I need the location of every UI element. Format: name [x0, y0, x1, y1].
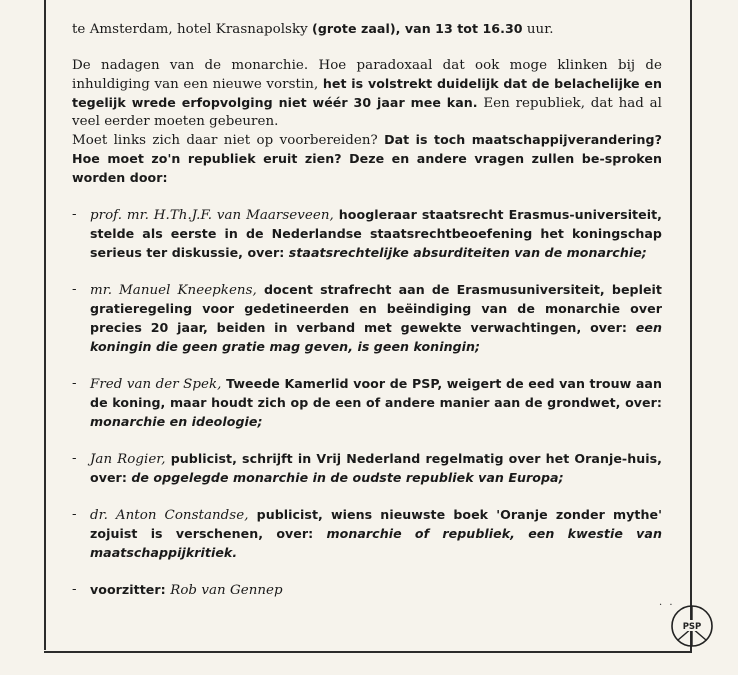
venue-line [72, 20, 662, 39]
speaker-description: docent strafrecht aan de Erasmusuniversiteit, bepleit gratieregeling voor gedetineerden en beëindiging van de monarchie over precies 20 jaar, beiden in verband met gewekte verwachtingen, over: [90, 282, 662, 335]
speaker-topic: een koningin die geen gratie mag geven, is geen koningin; [90, 320, 662, 354]
frame-left-border [44, 0, 46, 650]
speaker-topic: monarchie en ideologie; [90, 414, 263, 429]
speaker-item [72, 375, 662, 432]
venue-suffix: uur. [522, 22, 554, 37]
psp-logo-graphic [668, 602, 716, 650]
speaker-name: mr. Manuel Kneepkens, [90, 283, 257, 298]
psp-peace-logo-icon [668, 602, 716, 650]
speaker-name: Jan Rogier, [90, 452, 166, 467]
speaker-description: hoogleraar staatsrecht Erasmus-universiteit, stelde als eerste in de Nederlandse staatsrechtbeoefening het koningschap serieus ter diskussie, over: [90, 207, 662, 260]
intro-sentence-2: het is volstrekt duidelijk dat de belachelijke en tegelijk wrede erfopvolging niet wéér 30 jaar mee kan. [72, 76, 662, 110]
list-dash: - [72, 451, 77, 466]
venue-place: te Amsterdam, hotel Krasnapolsky [72, 22, 313, 37]
speaker-name: Fred van der Spek, [90, 377, 222, 392]
speaker-name: dr. Anton Constandse, [90, 508, 249, 523]
intro-sentence-4: Moet links zich daar niet op voorbereiden? [72, 133, 385, 148]
speaker-item [72, 450, 662, 488]
announcement-text [72, 20, 662, 600]
speaker-description: publicist, schrijft in Vrij Nederland regelmatig over het Oranje-huis, over: [90, 451, 662, 485]
list-dash: - [72, 376, 77, 391]
decorative-dots: · · [659, 600, 675, 611]
chair-line [72, 581, 662, 600]
speaker-topic: de opgelegde monarchie in de oudste republiek van Europa; [131, 470, 564, 485]
list-dash: - [72, 507, 77, 522]
speaker-item [72, 206, 662, 263]
intro-paragraph [72, 57, 662, 188]
venue-time: (grote zaal), van 13 tot 16.30 [312, 21, 523, 36]
speaker-name: prof. mr. H.Th.J.F. van Maarseveen, [90, 208, 334, 223]
speaker-description: Tweede Kamerlid voor de PSP, weigert de eed van trouw aan de koning, maar houdt zich op de een of andere manier aan de grondwet, over: [90, 376, 662, 410]
intro-sentence-5: Dat is toch maatschappijverandering? Hoe moet zo'n republiek eruit zien? Deze en andere vragen zullen be-sproken worden door: [72, 132, 662, 185]
chair-name: Rob van Gennep [170, 583, 283, 598]
intro-sentence-3: Een republiek, dat had al veel eerder moeten gebeuren. [72, 96, 662, 129]
speaker-topic: staatsrechtelijke absurditeiten van de monarchie; [288, 245, 647, 260]
frame-bottom-border [44, 651, 692, 653]
speaker-item [72, 506, 662, 563]
list-dash: - [72, 582, 77, 597]
frame-right-border [690, 0, 692, 652]
intro-sentence-1: De nadagen van de monarchie. Hoe paradoxaal dat ook moge klinken bij de inhuldiging van een nieuwe vorstin, [72, 58, 662, 92]
speaker-topic: monarchie of republiek, een kwestie van maatschappijkritiek. [90, 526, 663, 560]
chair-label: voorzitter: [90, 582, 171, 597]
psp-logo-text: PSP [682, 622, 702, 632]
list-dash: - [72, 282, 77, 297]
list-dash: - [72, 207, 77, 222]
speaker-item [72, 281, 662, 357]
speaker-description: publicist, wiens nieuwste boek 'Oranje zonder mythe' zojuist is verschenen, over: [90, 507, 662, 541]
